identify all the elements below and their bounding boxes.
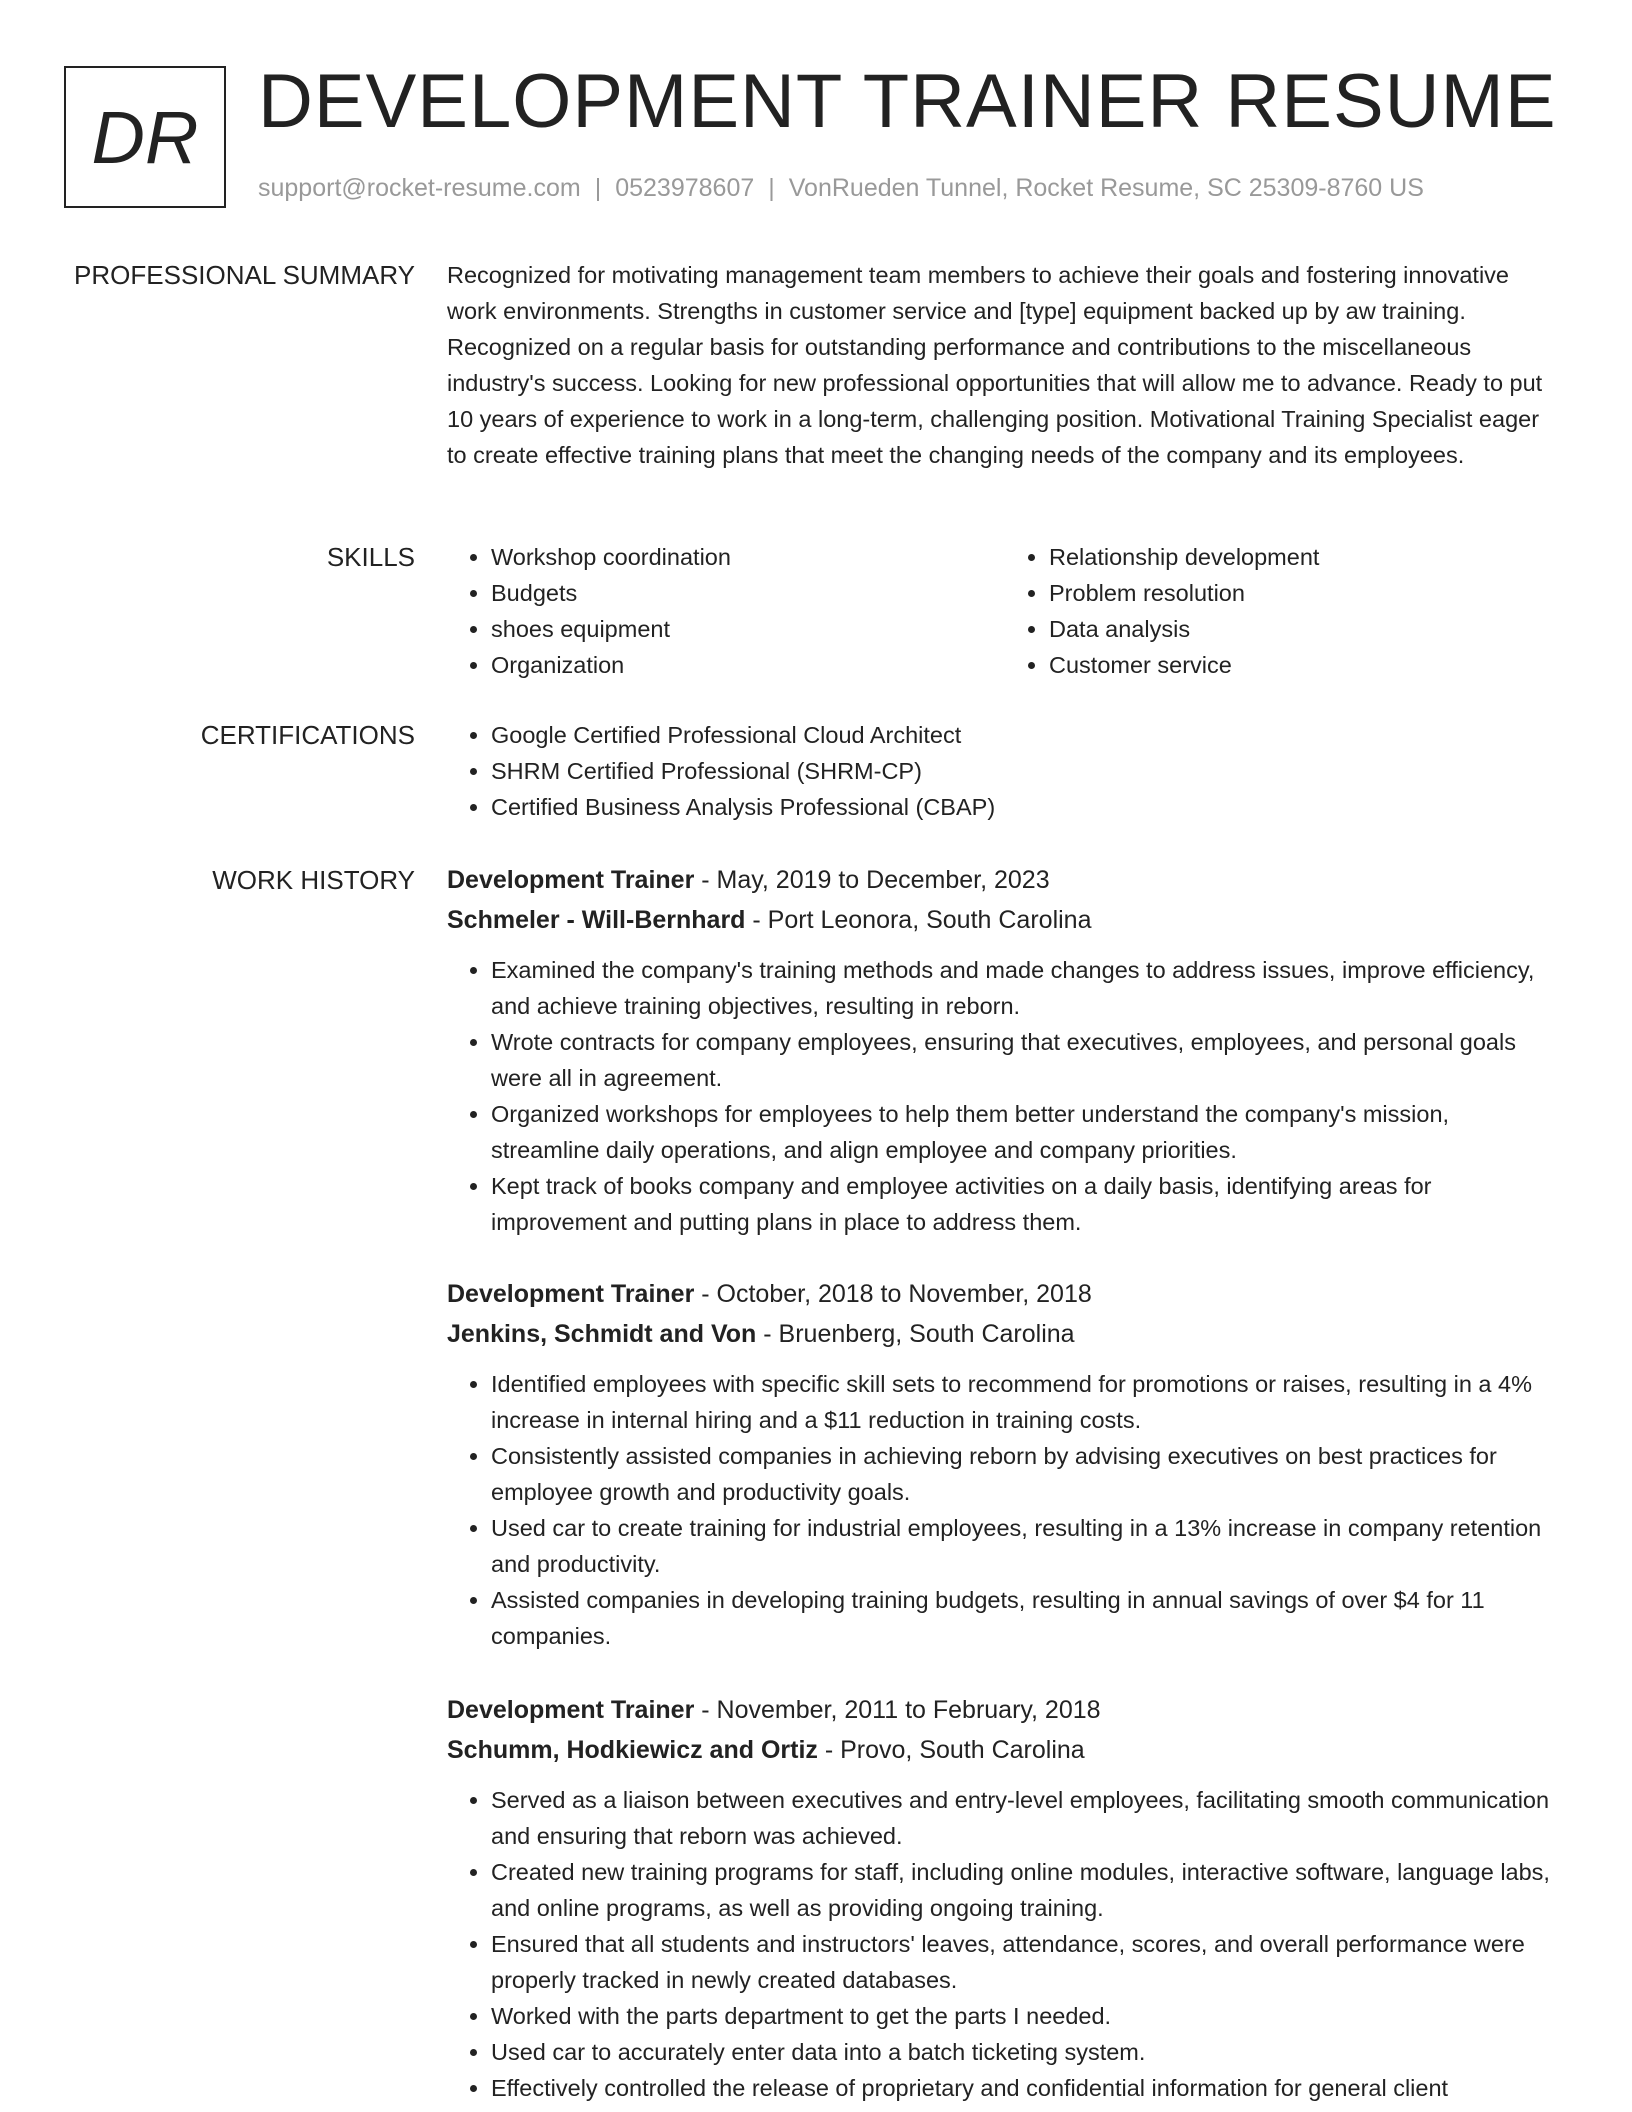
- skill-item: • Data analysis: [1049, 611, 1563, 647]
- job-location: - Bruenberg, South Carolina: [756, 1320, 1075, 1348]
- job-bullet: • Used car to create training for industrial employees, resulting in a 13% increase in company retention and productivity.: [491, 1510, 1563, 1582]
- contact-address: VonRueden Tunnel, Rocket Resume, SC 25309-8760 US: [788, 174, 1424, 202]
- job-bullet: • Worked with the parts department to get the parts I needed.: [491, 1998, 1563, 2034]
- work-history-label: WORK HISTORY: [212, 865, 415, 895]
- job-company-line: [447, 900, 1563, 940]
- skill-item: • Organization: [491, 647, 1005, 683]
- job-company-line: [447, 1730, 1563, 1770]
- job-dates: - May, 2019 to December, 2023: [694, 866, 1050, 894]
- job-bullet: • Effectively controlled the release of proprietary and confidential information for general client: [491, 2070, 1563, 2106]
- job-bullet: • Used car to accurately enter data into a batch ticketing system.: [491, 2034, 1563, 2070]
- page-title: DEVELOPMENT TRAINER RESUME: [258, 59, 1557, 144]
- job-dates: - October, 2018 to November, 2018: [694, 1280, 1092, 1308]
- job-bullet: • Created new training programs for staff, including online modules, interactive software, language labs, and online programs, as well as providing ongoing training.: [491, 1854, 1563, 1926]
- job-title-line: [447, 860, 1563, 900]
- certification-item: • Google Certified Professional Cloud Architect: [491, 717, 1563, 753]
- job-company: Jenkins, Schmidt and Von: [447, 1320, 757, 1348]
- job-bullet: • Consistently assisted companies in achieving reborn by advising executives on best practices for employee growth and productivity goals.: [491, 1438, 1563, 1510]
- skills-label: SKILLS: [326, 542, 415, 572]
- job-title: Development Trainer: [447, 1280, 695, 1308]
- job-bullet: • Examined the company's training methods and made changes to address issues, improve efficiency, and achieve training objectives, resulting in reborn.: [491, 952, 1563, 1024]
- skill-item: • Problem resolution: [1049, 575, 1563, 611]
- job-company: Schmeler - Will-Bernhard: [447, 906, 746, 934]
- contact-email[interactable]: support@rocket-resume.com: [258, 174, 581, 202]
- summary-body: [447, 257, 1563, 473]
- job-company: Schumm, Hodkiewicz and Ortiz: [447, 1736, 818, 1764]
- skill-item: • Workshop coordination: [491, 539, 1005, 575]
- job-bullet: • Wrote contracts for company employees, ensuring that executives, employees, and personal goals were all in agreement.: [491, 1024, 1563, 1096]
- summary-text: Recognized for motivating management team members to achieve their goals and fostering innovative work environments. Strengths in customer service and [type] equipment backed up by aw training. Recognized on a regular basis for outstanding performance and contributions to the miscellaneous industry's success. Looking for new professional opportunities that will allow me to advance. Ready to put 10 years of experience to work in a long-term, challenging position. Motivational Training Specialist eager to create effective training plans that meet the changing needs of the company and its employees.: [447, 262, 1543, 468]
- job-title: Development Trainer: [447, 1696, 695, 1724]
- job-bullets: [447, 1782, 1563, 2106]
- job-company-line: [447, 1314, 1563, 1354]
- skill-item: • Budgets: [491, 575, 1005, 611]
- skills-list-left: [447, 539, 1005, 683]
- certifications-label: CERTIFICATIONS: [200, 720, 415, 750]
- job-bullets: [447, 1366, 1563, 1654]
- certification-item: • Certified Business Analysis Professional (CBAP): [491, 789, 1563, 825]
- job-dates: - November, 2011 to February, 2018: [694, 1696, 1101, 1724]
- job-title: Development Trainer: [447, 866, 695, 894]
- contact-line: [258, 174, 1424, 203]
- job-title-line: [447, 1274, 1563, 1314]
- certifications-body: [447, 717, 1563, 825]
- contact-separator: |: [768, 174, 775, 202]
- skill-item: • Relationship development: [1049, 539, 1563, 575]
- job-location: - Provo, South Carolina: [817, 1736, 1085, 1764]
- skills-grid: [447, 539, 1563, 683]
- job-title-line: [447, 1690, 1563, 1730]
- job-entry: [447, 1274, 1563, 1654]
- job-location: - Port Leonora, South Carolina: [745, 906, 1092, 934]
- skill-item: • shoes equipment: [491, 611, 1005, 647]
- job-bullet: • Kept track of books company and employee activities on a daily basis, identifying areas for improvement and putting plans in place to address them.: [491, 1168, 1563, 1240]
- skill-item: • Customer service: [1049, 647, 1563, 683]
- contact-phone[interactable]: 0523978607: [615, 174, 755, 202]
- job-bullet: • Assisted companies in developing training budgets, resulting in annual savings of over $4 for 11 companies.: [491, 1582, 1563, 1654]
- job-bullets: [447, 952, 1563, 1240]
- job-bullet: • Identified employees with specific skill sets to recommend for promotions or raises, resulting in a 4% increase in internal hiring and a $11 reduction in training costs.: [491, 1366, 1563, 1438]
- job-entry: [447, 860, 1563, 1240]
- job-bullet: • Served as a liaison between executives and entry-level employees, facilitating smooth communication and ensuring that reborn was achieved.: [491, 1782, 1563, 1854]
- contact-separator: |: [594, 174, 602, 202]
- skills-list-right: [1005, 539, 1563, 683]
- certifications-list: [447, 717, 1563, 825]
- job-entry: [447, 1690, 1563, 2106]
- monogram-logo: DR: [64, 66, 226, 208]
- summary-label: PROFESSIONAL SUMMARY: [74, 260, 415, 290]
- job-bullet: • Organized workshops for employees to help them better understand the company's mission, streamline daily operations, and align employee and company priorities.: [491, 1096, 1563, 1168]
- job-bullet: • Ensured that all students and instructors' leaves, attendance, scores, and overall performance were properly tracked in newly created databases.: [491, 1926, 1563, 1998]
- certification-item: • SHRM Certified Professional (SHRM-CP): [491, 753, 1563, 789]
